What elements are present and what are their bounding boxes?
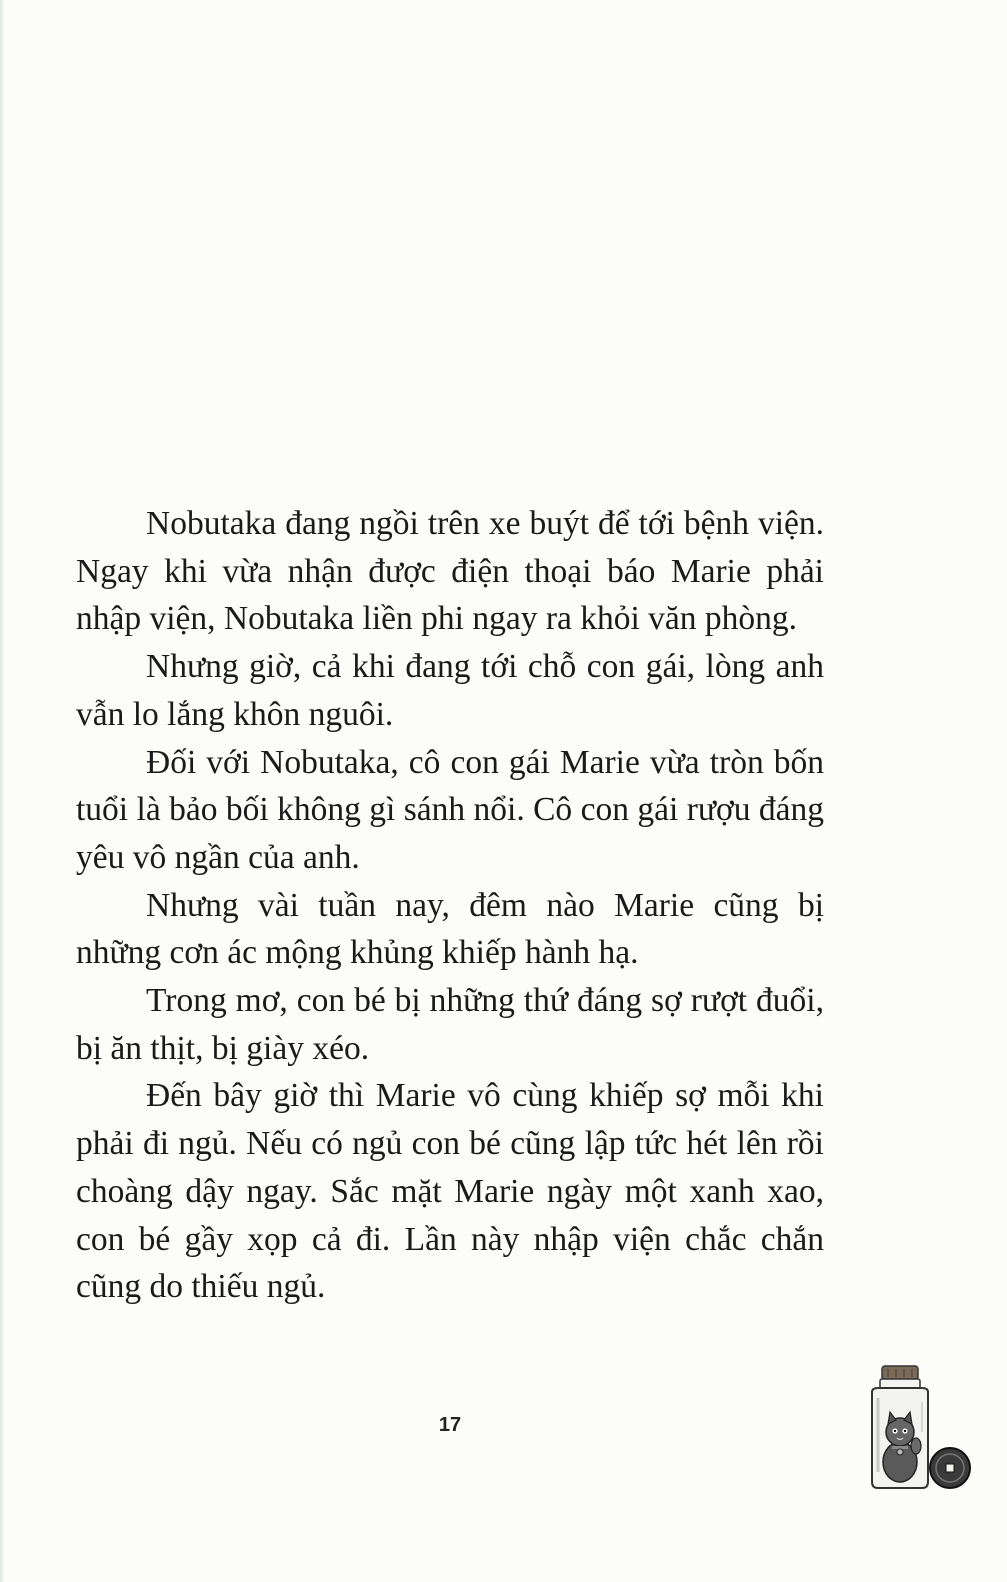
body-text bbox=[76, 500, 824, 1311]
paragraph: Đến bây giờ thì Marie vô cùng khiếp sợ mỗi khi phải đi ngủ. Nếu có ngủ con bé cũng lập tức hét lên rồi choàng dậy ngay. Sắc mặt Marie ngày một xanh xao, con bé gầy xọp cả đi. Lần này nhập viện chắc chắn cũng do thiếu ngủ. bbox=[76, 1077, 824, 1306]
paragraph: Đối với Nobutaka, cô con gái Marie vừa tròn bốn tuổi là bảo bối không gì sánh nổi. Cô con gái rượu đáng yêu vô ngần của anh. bbox=[76, 743, 824, 876]
paragraph: Nhưng giờ, cả khi đang tới chỗ con gái, lòng anh vẫn lo lắng khôn nguôi. bbox=[76, 648, 824, 733]
page-edge bbox=[0, 0, 4, 1582]
paragraph: Trong mơ, con bé bị những thứ đáng sợ rượt đuổi, bị ăn thịt, bị giày xéo. bbox=[76, 982, 824, 1067]
paragraph: Nobutaka đang ngồi trên xe buýt để tới bệnh viện. Ngay khi vừa nhận được điện thoại báo Marie phải nhập viện, Nobutaka liền phi ngay ra khỏi văn phòng. bbox=[76, 505, 824, 638]
paragraph: Nhưng vài tuần nay, đêm nào Marie cũng bị những cơn ác mộng khủng khiếp hành hạ. bbox=[76, 886, 824, 972]
lucky-cat-in-jar-icon bbox=[862, 1362, 982, 1494]
page-number: 17 bbox=[438, 1414, 462, 1436]
